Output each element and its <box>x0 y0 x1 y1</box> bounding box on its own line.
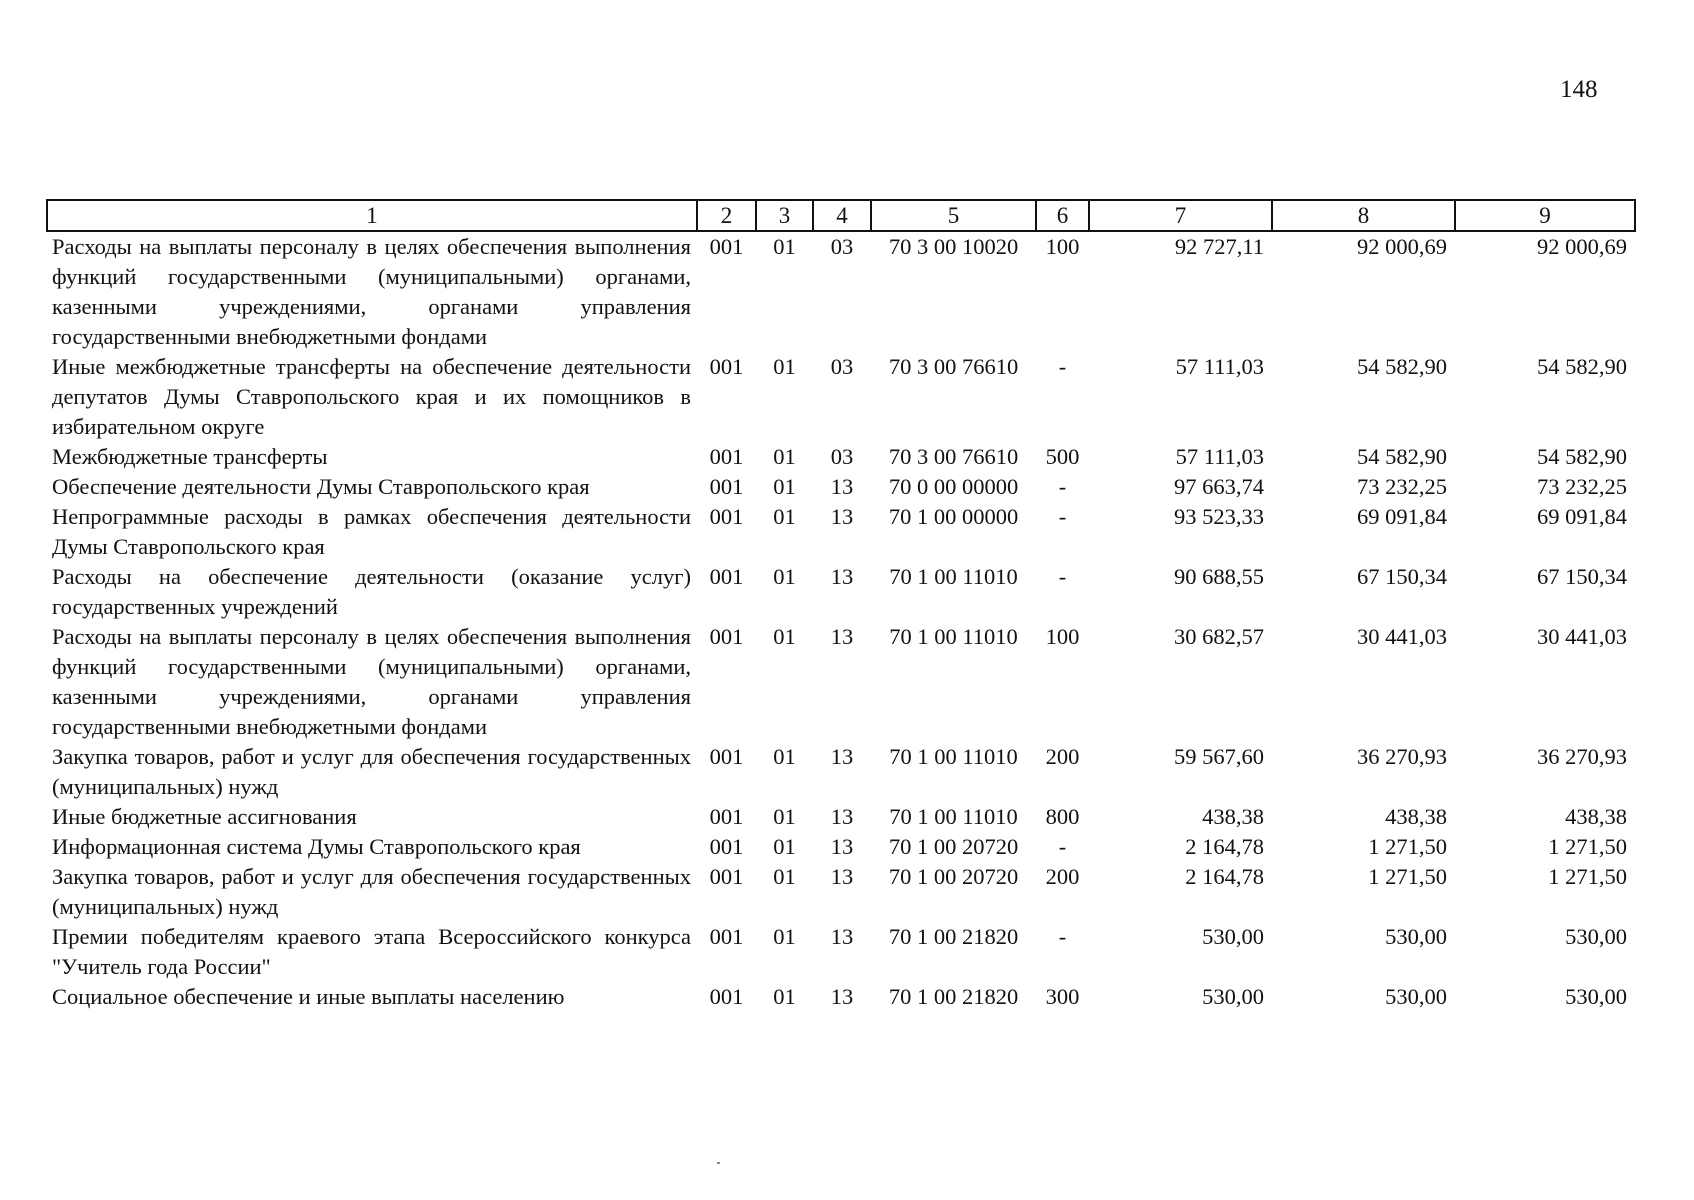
budget-table <box>46 199 1636 1012</box>
table-row <box>47 622 1635 742</box>
row-cell-c8: 69 091,84 <box>1357 504 1447 529</box>
row-cell-c4: 13 <box>830 744 854 769</box>
row-cell-c9: 67 150,34 <box>1537 564 1627 589</box>
row-cell-c2: 001 <box>709 474 744 499</box>
row-cell-c8: 30 441,03 <box>1357 624 1447 649</box>
row-cell-c3: 01 <box>773 354 796 379</box>
row-cell-c9: 1 271,50 <box>1548 834 1627 859</box>
column-header: 4 <box>813 200 871 231</box>
row-cell-c8: 73 232,25 <box>1357 474 1447 499</box>
row-cell-c7: 57 111,03 <box>1175 354 1264 379</box>
row-cell-c4: 13 <box>830 804 854 829</box>
row-cell-c9: 69 091,84 <box>1537 504 1627 529</box>
row-cell-c6: 200 <box>1045 864 1080 889</box>
row-cell-c8: 54 582,90 <box>1357 444 1447 469</box>
scan-speck <box>717 1162 720 1164</box>
row-cell-c5: 70 0 00 00000 <box>888 474 1019 499</box>
row-cell-c7: 93 523,33 <box>1174 504 1264 529</box>
page-number: 148 <box>1560 76 1598 103</box>
row-cell-c6: - <box>1058 564 1067 589</box>
row-cell-c7: 530,00 <box>1202 924 1264 949</box>
row-cell-c2: 001 <box>709 354 744 379</box>
table-row <box>47 982 1635 1012</box>
row-cell-c5: 70 1 00 11010 <box>889 564 1018 589</box>
row-cell-c5: 70 3 00 76610 <box>888 354 1019 379</box>
table-row <box>47 832 1635 862</box>
column-header: 7 <box>1089 200 1272 231</box>
row-cell-c4: 03 <box>830 234 854 259</box>
table-row <box>47 562 1635 622</box>
row-description: Иные межбюджетные трансферты на обеспечение деятельности депутатов Думы Ставропольского края и их помощников в избирательном округе <box>52 354 691 439</box>
column-header: 1 <box>47 200 697 231</box>
row-cell-c9: 530,00 <box>1565 984 1627 1009</box>
row-cell-c6: 800 <box>1045 804 1080 829</box>
row-cell-c2: 001 <box>709 624 744 649</box>
row-description: Премии победителям краевого этапа Всероссийского конкурса "Учитель года России" <box>52 924 691 979</box>
row-cell-c2: 001 <box>709 504 744 529</box>
row-cell-c7: 90 688,55 <box>1174 564 1264 589</box>
column-header: 2 <box>697 200 756 231</box>
row-cell-c3: 01 <box>773 924 796 949</box>
column-header: 3 <box>756 200 813 231</box>
row-cell-c9: 36 270,93 <box>1537 744 1627 769</box>
row-cell-c4: 13 <box>830 864 854 889</box>
row-cell-c5: 70 1 00 20720 <box>888 864 1019 889</box>
row-cell-c4: 13 <box>830 564 854 589</box>
column-header: 5 <box>871 200 1036 231</box>
row-description: Расходы на обеспечение деятельности (оказание услуг) государственных учреждений <box>52 564 691 619</box>
table-row <box>47 231 1635 352</box>
table-row <box>47 862 1635 922</box>
column-number-header <box>47 200 1635 231</box>
row-description: Расходы на выплаты персоналу в целях обеспечения выполнения функций государственными (муниципальными) органами, казенными учреждениями, органами управления государственными внебюджетными фондами <box>52 234 691 349</box>
row-description: Информационная система Думы Ставропольского края <box>52 834 581 859</box>
row-cell-c8: 1 271,50 <box>1368 834 1447 859</box>
row-description: Закупка товаров, работ и услуг для обеспечения государственных (муниципальных) нужд <box>52 864 691 919</box>
row-cell-c9: 54 582,90 <box>1537 444 1627 469</box>
row-description: Социальное обеспечение и иные выплаты населению <box>52 984 565 1009</box>
row-cell-c9: 438,38 <box>1565 804 1627 829</box>
row-cell-c5: 70 1 00 11010 <box>889 804 1018 829</box>
row-cell-c9: 530,00 <box>1565 924 1627 949</box>
row-cell-c5: 70 3 00 76610 <box>888 444 1019 469</box>
row-cell-c4: 03 <box>830 354 854 379</box>
row-cell-c6: 100 <box>1045 234 1080 259</box>
row-description: Иные бюджетные ассигнования <box>52 804 357 829</box>
row-cell-c2: 001 <box>709 444 744 469</box>
row-cell-c8: 1 271,50 <box>1368 864 1447 889</box>
row-cell-c3: 01 <box>773 984 796 1009</box>
row-cell-c2: 001 <box>709 834 744 859</box>
row-cell-c5: 70 1 00 21820 <box>888 924 1019 949</box>
table-row <box>47 472 1635 502</box>
row-cell-c4: 13 <box>830 624 854 649</box>
column-header: 8 <box>1272 200 1455 231</box>
row-cell-c9: 73 232,25 <box>1537 474 1627 499</box>
table-body <box>47 231 1635 1012</box>
row-cell-c3: 01 <box>773 804 796 829</box>
row-cell-c6: 300 <box>1045 984 1080 1009</box>
column-header: 6 <box>1036 200 1089 231</box>
row-cell-c8: 92 000,69 <box>1357 234 1447 259</box>
row-cell-c3: 01 <box>773 744 796 769</box>
row-cell-c9: 1 271,50 <box>1548 864 1627 889</box>
row-description: Закупка товаров, работ и услуг для обеспечения государственных (муниципальных) нужд <box>52 744 691 799</box>
row-cell-c6: 200 <box>1045 744 1080 769</box>
row-cell-c2: 001 <box>709 804 744 829</box>
row-cell-c8: 54 582,90 <box>1357 354 1447 379</box>
row-cell-c5: 70 1 00 20720 <box>888 834 1019 859</box>
row-cell-c8: 36 270,93 <box>1357 744 1447 769</box>
row-cell-c5: 70 1 00 11010 <box>889 624 1018 649</box>
row-cell-c6: - <box>1058 504 1067 529</box>
row-cell-c3: 01 <box>773 234 796 259</box>
row-cell-c8: 530,00 <box>1385 924 1447 949</box>
row-cell-c8: 438,38 <box>1385 804 1447 829</box>
row-cell-c2: 001 <box>709 234 744 259</box>
column-header: 9 <box>1455 200 1635 231</box>
row-cell-c2: 001 <box>709 864 744 889</box>
row-cell-c7: 57 111,03 <box>1175 444 1264 469</box>
table-row <box>47 502 1635 562</box>
row-cell-c6: - <box>1058 474 1067 499</box>
row-cell-c7: 2 164,78 <box>1185 834 1264 859</box>
row-cell-c9: 54 582,90 <box>1537 354 1627 379</box>
row-description: Межбюджетные трансферты <box>52 444 328 469</box>
row-cell-c8: 530,00 <box>1385 984 1447 1009</box>
row-cell-c4: 13 <box>830 474 854 499</box>
row-cell-c4: 13 <box>830 924 854 949</box>
row-cell-c6: - <box>1058 354 1067 379</box>
row-cell-c2: 001 <box>709 924 744 949</box>
table-row <box>47 922 1635 982</box>
row-cell-c2: 001 <box>709 984 744 1009</box>
row-cell-c3: 01 <box>773 624 796 649</box>
row-cell-c4: 13 <box>830 984 854 1009</box>
row-cell-c5: 70 1 00 00000 <box>888 504 1019 529</box>
row-cell-c7: 97 663,74 <box>1174 474 1264 499</box>
row-cell-c3: 01 <box>773 444 796 469</box>
row-cell-c3: 01 <box>773 504 796 529</box>
row-cell-c7: 530,00 <box>1202 984 1264 1009</box>
row-cell-c3: 01 <box>773 864 796 889</box>
row-cell-c7: 59 567,60 <box>1174 744 1264 769</box>
row-cell-c6: 500 <box>1045 444 1080 469</box>
table-row <box>47 802 1635 832</box>
row-cell-c3: 01 <box>773 474 796 499</box>
row-cell-c4: 03 <box>830 444 854 469</box>
row-cell-c3: 01 <box>773 564 796 589</box>
row-description: Расходы на выплаты персоналу в целях обеспечения выполнения функций государственными (муниципальными) органами, казенными учреждениями, органами управления государственными внебюджетными фондами <box>52 624 691 739</box>
row-cell-c5: 70 3 00 10020 <box>888 234 1019 259</box>
row-cell-c7: 2 164,78 <box>1185 864 1264 889</box>
row-cell-c7: 92 727,11 <box>1174 234 1264 259</box>
row-cell-c9: 30 441,03 <box>1537 624 1627 649</box>
row-cell-c6: - <box>1058 834 1067 859</box>
row-cell-c5: 70 1 00 21820 <box>888 984 1019 1009</box>
row-cell-c7: 438,38 <box>1202 804 1264 829</box>
row-cell-c2: 001 <box>709 744 744 769</box>
row-cell-c4: 13 <box>830 834 854 859</box>
table-row <box>47 352 1635 442</box>
row-cell-c6: 100 <box>1045 624 1080 649</box>
row-cell-c2: 001 <box>709 564 744 589</box>
row-cell-c3: 01 <box>773 834 796 859</box>
table-row <box>47 442 1635 472</box>
row-cell-c5: 70 1 00 11010 <box>889 744 1018 769</box>
table-row <box>47 742 1635 802</box>
row-cell-c9: 92 000,69 <box>1537 234 1627 259</box>
row-cell-c8: 67 150,34 <box>1357 564 1447 589</box>
row-cell-c7: 30 682,57 <box>1174 624 1264 649</box>
row-cell-c6: - <box>1058 924 1067 949</box>
row-cell-c4: 13 <box>830 504 854 529</box>
row-description: Непрограммные расходы в рамках обеспечения деятельности Думы Ставропольского края <box>52 504 691 559</box>
row-description: Обеспечение деятельности Думы Ставропольского края <box>52 474 590 499</box>
